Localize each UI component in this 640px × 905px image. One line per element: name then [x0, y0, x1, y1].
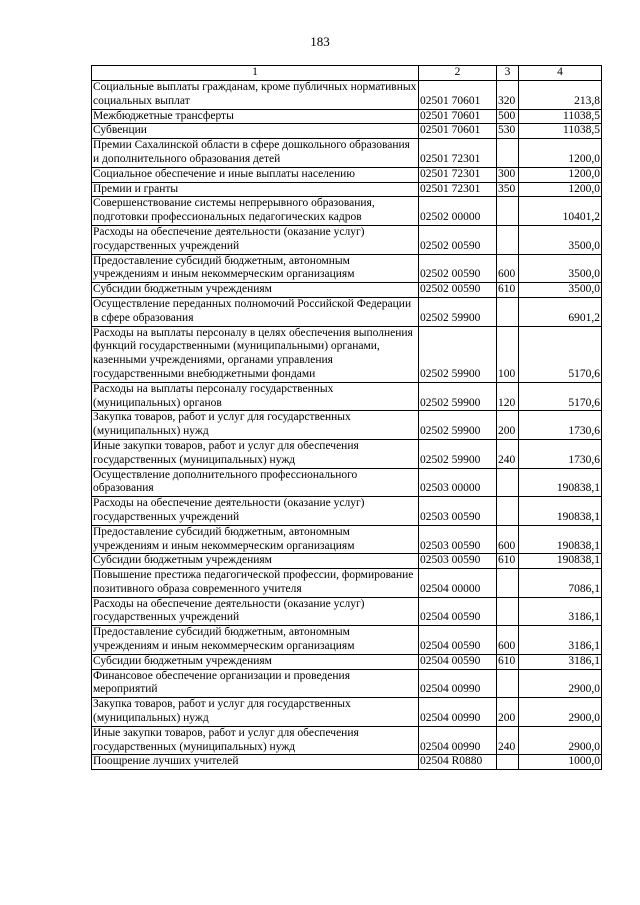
- row-amount-cell: 3500,0: [519, 283, 602, 298]
- table-row: [92, 497, 602, 526]
- row-name-cell: Закупка товаров, работ и услуг для государственных (муниципальных) нужд: [92, 698, 419, 727]
- row-type-cell: 300: [497, 167, 519, 182]
- row-amount-cell: 1200,0: [519, 167, 602, 182]
- row-type-cell: 610: [497, 283, 519, 298]
- row-type-cell: 120: [497, 382, 519, 411]
- row-type-cell: 530: [497, 124, 519, 139]
- row-type-cell: 600: [497, 254, 519, 283]
- row-type-cell: [497, 597, 519, 626]
- row-amount-cell: 1730,6: [519, 439, 602, 468]
- row-name-cell: Субсидии бюджетным учреждениям: [92, 283, 419, 298]
- row-code-cell: 02501 72301: [419, 167, 497, 182]
- table-row: [92, 197, 602, 226]
- row-name-cell: Расходы на выплаты персоналу государственных (муниципальных) органов: [92, 382, 419, 411]
- row-name-cell: Субвенции: [92, 124, 419, 139]
- table-row: [92, 382, 602, 411]
- row-type-cell: [497, 197, 519, 226]
- row-code-cell: 02504 00990: [419, 669, 497, 698]
- row-amount-cell: 5170,6: [519, 326, 602, 382]
- row-code-cell: 02504 00990: [419, 726, 497, 755]
- table-row: [92, 755, 602, 770]
- column-header-code: 2: [419, 66, 497, 81]
- row-code-cell: 02502 00590: [419, 283, 497, 298]
- page-number: 183: [310, 34, 330, 49]
- row-amount-cell: 190838,1: [519, 497, 602, 526]
- table-row: [92, 468, 602, 497]
- table-row: [92, 439, 602, 468]
- row-name-cell: Премии Сахалинской области в сфере дошкольного образования и дополнительного образования детей: [92, 139, 419, 168]
- table-row: [92, 326, 602, 382]
- row-name-cell: Субсидии бюджетным учреждениям: [92, 554, 419, 569]
- row-name-cell: Расходы на обеспечение деятельности (оказание услуг) государственных учреждений: [92, 597, 419, 626]
- row-code-cell: 02501 72301: [419, 182, 497, 197]
- row-code-cell: 02502 00590: [419, 254, 497, 283]
- table-row: [92, 124, 602, 139]
- row-name-cell: Совершенствование системы непрерывного образования, подготовки профессиональных педагогических кадров: [92, 197, 419, 226]
- row-amount-cell: 3186,1: [519, 626, 602, 655]
- table-body: [92, 81, 602, 770]
- row-code-cell: 02502 59900: [419, 297, 497, 326]
- row-amount-cell: 3500,0: [519, 225, 602, 254]
- row-code-cell: 02504 00590: [419, 597, 497, 626]
- table-row: [92, 597, 602, 626]
- row-amount-cell: 11038,5: [519, 124, 602, 139]
- table-row: [92, 654, 602, 669]
- row-name-cell: Повышение престижа педагогической профессии, формирование позитивного образа современного учителя: [92, 569, 419, 598]
- row-type-cell: 610: [497, 554, 519, 569]
- row-amount-cell: 190838,1: [519, 554, 602, 569]
- table-row: [92, 182, 602, 197]
- row-code-cell: 02504 00990: [419, 698, 497, 727]
- row-code-cell: 02502 00000: [419, 197, 497, 226]
- table-row: [92, 254, 602, 283]
- row-type-cell: 600: [497, 525, 519, 554]
- row-code-cell: 02504 00590: [419, 626, 497, 655]
- budget-table: [91, 65, 602, 770]
- row-name-cell: Премии и гранты: [92, 182, 419, 197]
- row-amount-cell: 3500,0: [519, 254, 602, 283]
- row-amount-cell: 213,8: [519, 81, 602, 110]
- row-code-cell: 02501 70601: [419, 124, 497, 139]
- row-type-cell: 200: [497, 698, 519, 727]
- row-type-cell: [497, 225, 519, 254]
- row-name-cell: Осуществление переданных полномочий Российской Федерации в сфере образования: [92, 297, 419, 326]
- row-type-cell: 200: [497, 411, 519, 440]
- table-row: [92, 726, 602, 755]
- row-amount-cell: 2900,0: [519, 726, 602, 755]
- row-code-cell: 02503 00590: [419, 525, 497, 554]
- row-amount-cell: 11038,5: [519, 109, 602, 124]
- row-type-cell: [497, 755, 519, 770]
- row-amount-cell: 5170,6: [519, 382, 602, 411]
- table-row: [92, 669, 602, 698]
- row-type-cell: 320: [497, 81, 519, 110]
- row-code-cell: 02502 59900: [419, 411, 497, 440]
- table-row: [92, 297, 602, 326]
- table-header-row: [92, 66, 602, 81]
- row-type-cell: [497, 569, 519, 598]
- row-type-cell: 500: [497, 109, 519, 124]
- table-row: [92, 109, 602, 124]
- row-type-cell: [497, 468, 519, 497]
- row-name-cell: Расходы на выплаты персоналу в целях обеспечения выполнения функций государственными (муниципальными) органами, казенными учреждениями, органами управления государственными внебюджетными фондами: [92, 326, 419, 382]
- column-header-name: 1: [92, 66, 419, 81]
- row-amount-cell: 1730,6: [519, 411, 602, 440]
- row-name-cell: Поощрение лучших учителей: [92, 755, 419, 770]
- row-name-cell: Предоставление субсидий бюджетным, автономным учреждениям и иным некоммерческим организациям: [92, 626, 419, 655]
- row-code-cell: 02502 59900: [419, 326, 497, 382]
- row-amount-cell: 2900,0: [519, 669, 602, 698]
- row-amount-cell: 2900,0: [519, 698, 602, 727]
- row-amount-cell: 190838,1: [519, 468, 602, 497]
- table-row: [92, 139, 602, 168]
- row-name-cell: Осуществление дополнительного профессионального образования: [92, 468, 419, 497]
- row-code-cell: 02503 00000: [419, 468, 497, 497]
- row-name-cell: Предоставление субсидий бюджетным, автономным учреждениям и иным некоммерческим организациям: [92, 254, 419, 283]
- row-code-cell: 02501 70601: [419, 109, 497, 124]
- row-name-cell: Финансовое обеспечение организации и проведения мероприятий: [92, 669, 419, 698]
- row-amount-cell: 190838,1: [519, 525, 602, 554]
- table-row: [92, 554, 602, 569]
- table-row: [92, 525, 602, 554]
- row-amount-cell: 1200,0: [519, 182, 602, 197]
- row-amount-cell: 1200,0: [519, 139, 602, 168]
- row-type-cell: [497, 497, 519, 526]
- row-amount-cell: 1000,0: [519, 755, 602, 770]
- row-type-cell: 240: [497, 726, 519, 755]
- row-name-cell: Предоставление субсидий бюджетным, автономным учреждениям и иным некоммерческим организациям: [92, 525, 419, 554]
- row-code-cell: 02503 00590: [419, 554, 497, 569]
- table-row: [92, 411, 602, 440]
- row-name-cell: Иные закупки товаров, работ и услуг для обеспечения государственных (муниципальных) нужд: [92, 726, 419, 755]
- table-row: [92, 283, 602, 298]
- row-name-cell: Иные закупки товаров, работ и услуг для обеспечения государственных (муниципальных) нужд: [92, 439, 419, 468]
- row-type-cell: 240: [497, 439, 519, 468]
- row-code-cell: 02504 00000: [419, 569, 497, 598]
- row-code-cell: 02502 59900: [419, 382, 497, 411]
- row-type-cell: [497, 297, 519, 326]
- column-header-amount: 4: [519, 66, 602, 81]
- row-name-cell: Закупка товаров, работ и услуг для государственных (муниципальных) нужд: [92, 411, 419, 440]
- row-amount-cell: 3186,1: [519, 597, 602, 626]
- row-name-cell: Межбюджетные трансферты: [92, 109, 419, 124]
- table-row: [92, 167, 602, 182]
- row-type-cell: 100: [497, 326, 519, 382]
- row-name-cell: Расходы на обеспечение деятельности (оказание услуг) государственных учреждений: [92, 225, 419, 254]
- row-code-cell: 02501 72301: [419, 139, 497, 168]
- row-name-cell: Субсидии бюджетным учреждениям: [92, 654, 419, 669]
- row-type-cell: 350: [497, 182, 519, 197]
- row-type-cell: [497, 669, 519, 698]
- row-type-cell: 610: [497, 654, 519, 669]
- row-code-cell: 02502 00590: [419, 225, 497, 254]
- table-row: [92, 81, 602, 110]
- row-amount-cell: 10401,2: [519, 197, 602, 226]
- row-code-cell: 02504 00590: [419, 654, 497, 669]
- row-name-cell: Расходы на обеспечение деятельности (оказание услуг) государственных учреждений: [92, 497, 419, 526]
- row-code-cell: 02503 00590: [419, 497, 497, 526]
- row-name-cell: Социальное обеспечение и иные выплаты населению: [92, 167, 419, 182]
- table-row: [92, 225, 602, 254]
- row-amount-cell: 7086,1: [519, 569, 602, 598]
- table-row: [92, 626, 602, 655]
- row-code-cell: 02504 R0880: [419, 755, 497, 770]
- table-row: [92, 698, 602, 727]
- row-amount-cell: 6901,2: [519, 297, 602, 326]
- row-code-cell: 02501 70601: [419, 81, 497, 110]
- row-amount-cell: 3186,1: [519, 654, 602, 669]
- row-type-cell: 600: [497, 626, 519, 655]
- column-header-type: 3: [497, 66, 519, 81]
- table-row: [92, 569, 602, 598]
- row-name-cell: Социальные выплаты гражданам, кроме публичных нормативных социальных выплат: [92, 81, 419, 110]
- row-code-cell: 02502 59900: [419, 439, 497, 468]
- row-type-cell: [497, 139, 519, 168]
